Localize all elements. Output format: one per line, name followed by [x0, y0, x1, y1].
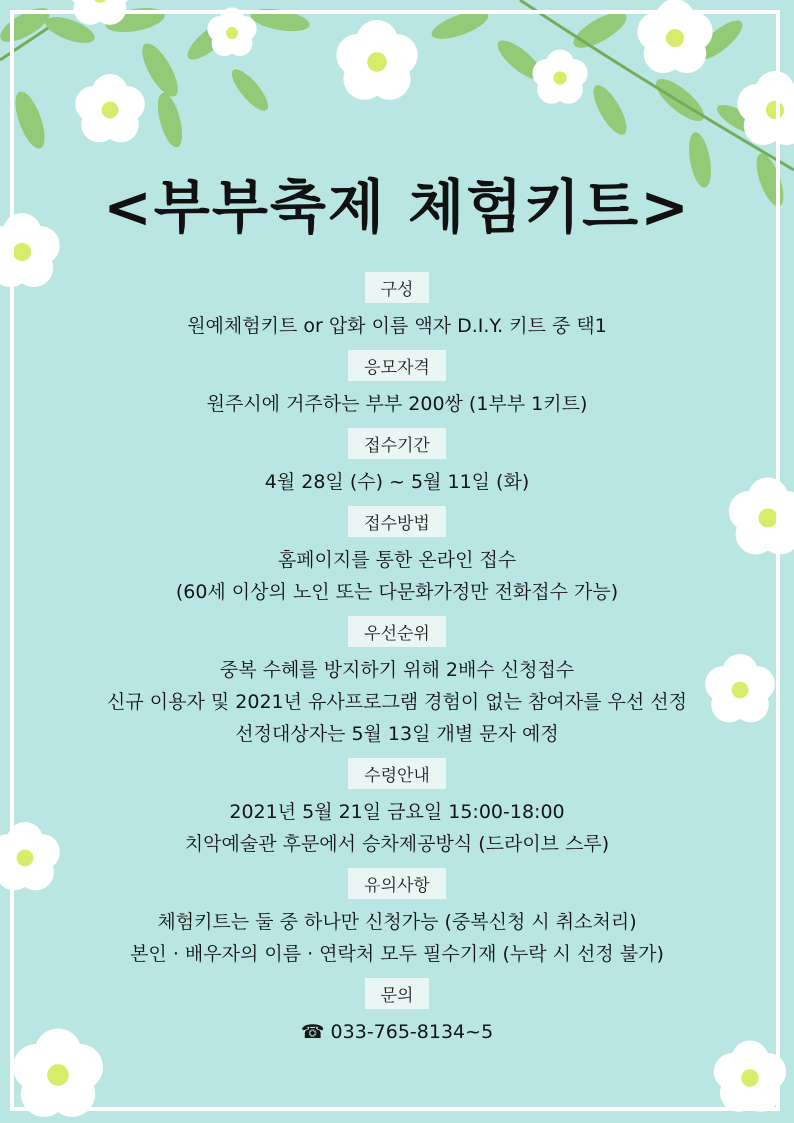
section-label: 수령안내: [348, 758, 446, 789]
section-line: 4월 28일 (수) ~ 5월 11일 (화): [264, 471, 530, 493]
section-application-period: [0, 428, 794, 498]
section-line: (60세 이상의 노인 또는 다문화가정만 전화접수 가능): [175, 581, 619, 603]
section-line: 본인 · 배우자의 이름 · 연락처 모두 필수기재 (누락 시 선정 불가): [130, 943, 664, 965]
section-line: 중복 수혜를 방지하기 위해 2배수 신청접수: [219, 659, 575, 681]
poster-title: <부부축제 체험키트>: [103, 173, 691, 241]
section-label: 응모자격: [348, 350, 446, 381]
section-line: 선정대상자는 5월 13일 개별 문자 예정: [235, 723, 559, 745]
poster-content: [0, 272, 794, 1056]
section-composition: [0, 272, 794, 342]
section-label: 유의사항: [348, 868, 446, 899]
section-line: 체험키트는 둘 중 하나만 신청가능 (중복신청 시 취소처리): [157, 911, 637, 933]
section-label: 구성: [365, 272, 430, 303]
section-priority: [0, 616, 794, 750]
section-line: 원주시에 거주하는 부부 200쌍 (1부부 1키트): [206, 393, 588, 415]
section-line: 2021년 5월 21일 금요일 15:00-18:00: [229, 801, 565, 823]
section-line: 신규 이용자 및 2021년 유사프로그램 경험이 없는 참여자를 우선 선정: [107, 691, 687, 713]
section-line: 홈페이지를 통한 온라인 접수: [277, 549, 517, 571]
section-inquiry: [0, 978, 794, 1048]
section-label: 접수방법: [348, 506, 446, 537]
section-eligibility: [0, 350, 794, 420]
section-label: 접수기간: [348, 428, 446, 459]
section-notes: [0, 868, 794, 970]
section-label: 우선순위: [348, 616, 446, 647]
section-line: 원예체험키트 or 압화 이름 액자 D.I.Y. 키트 중 택1: [187, 315, 607, 337]
section-application-method: [0, 506, 794, 608]
section-label: 문의: [365, 978, 430, 1009]
section-pickup-info: [0, 758, 794, 860]
section-line: 치악예술관 후문에서 승차제공방식 (드라이브 스루): [184, 833, 610, 855]
phone-number: ☎ 033-765-8134~5: [300, 1021, 494, 1043]
